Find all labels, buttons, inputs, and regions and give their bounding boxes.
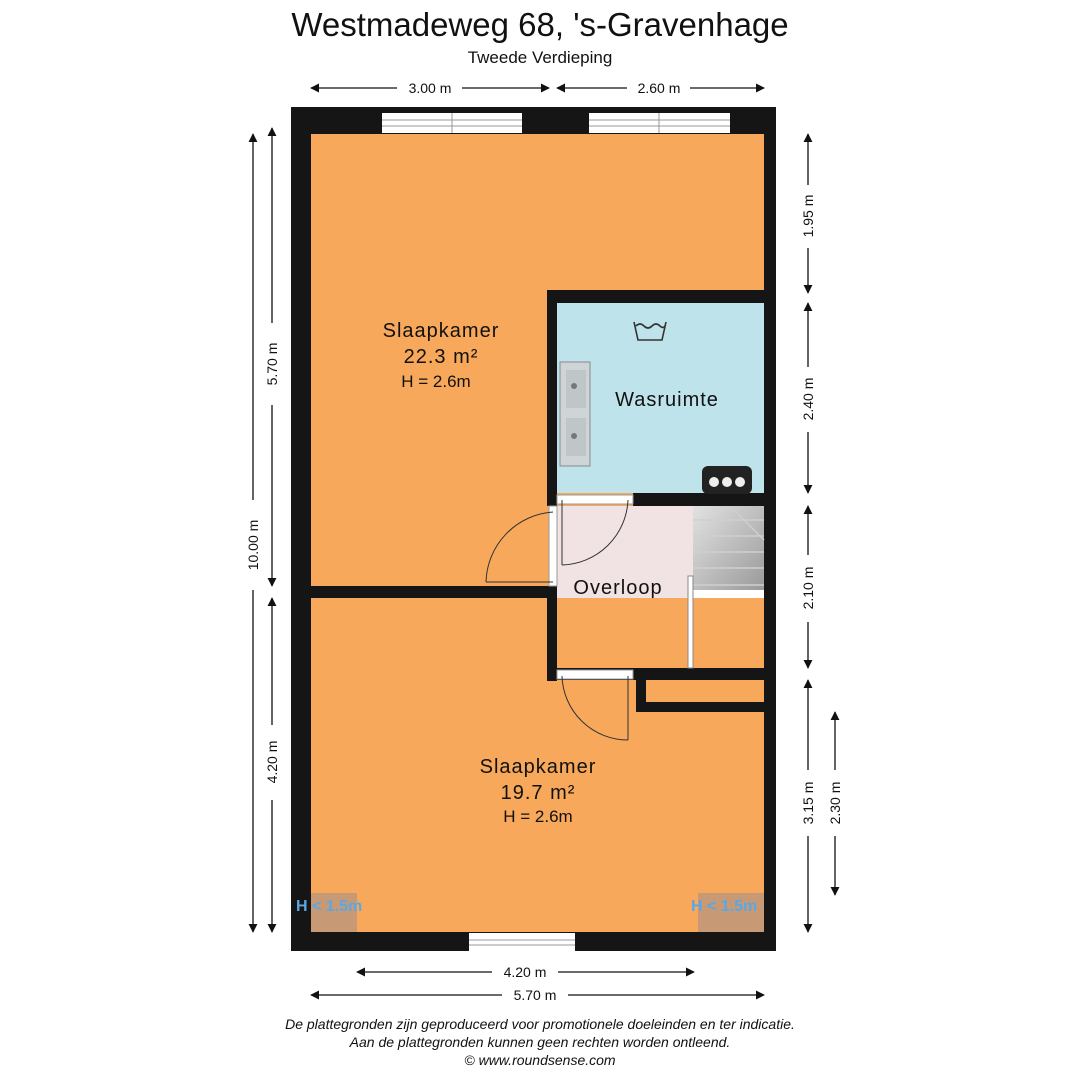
boiler-icon [702,466,752,494]
dim-left-upper: 5.70 m [264,342,280,386]
wall-shaft-bottom [636,702,776,712]
window-top-left [382,113,522,133]
window-bottom [469,933,575,951]
room-height-bedroom-bottom: H = 2.6m [503,807,573,826]
dim-right-1: 1.95 m [800,194,816,238]
room-name-laundry: Wasruimte [615,389,719,411]
room-area-bedroom-top: 22.3 m² [403,346,479,368]
dim-top-right: 2.60 m [637,80,681,96]
footer-copyright: © www.roundsense.com [464,1052,616,1068]
low-height-note-right: H < 1.5m [691,898,758,915]
dim-right-3: 2.10 m [800,566,816,610]
dim-right-4: 3.15 m [800,781,816,825]
plan-subtitle: Tweede Verdieping [467,48,613,67]
dim-top-left: 3.00 m [408,80,452,96]
footer-disclaimer-2: Aan de plattegronden kunnen geen rechten worden ontleend. [349,1034,731,1050]
footer-disclaimer-1: De plattegronden zijn geproduceerd voor promotionele doeleinden en ter indicatie. [285,1016,795,1032]
dim-bottom-inner: 4.20 m [503,964,547,980]
room-height-bedroom-top: H = 2.6m [401,372,471,391]
room-name-bedroom-bottom: Slaapkamer [479,756,597,778]
wall-laundry-bottom [633,493,776,506]
dim-right-5: 2.30 m [827,781,843,825]
dim-left-total: 10.00 m [245,519,261,571]
low-height-note-left: H < 1.5m [296,898,363,915]
room-area-bedroom-bottom: 19.7 m² [500,782,576,804]
window-top-right [589,113,730,133]
dim-bottom-total: 5.70 m [513,987,557,1003]
bedroom-bottom-notch [311,598,547,708]
plan-title: Westmadeweg 68, 's-Gravenhage [291,6,789,43]
dim-right-2: 2.40 m [800,377,816,421]
wall-laundry-left [547,290,557,506]
wall-landing-left [547,586,557,681]
room-name-bedroom-top: Slaapkamer [382,320,500,342]
room-name-landing: Overloop [573,577,663,599]
sink-icon [560,362,590,466]
wall-laundry-top [547,290,776,303]
dim-left-lower: 4.20 m [264,740,280,784]
